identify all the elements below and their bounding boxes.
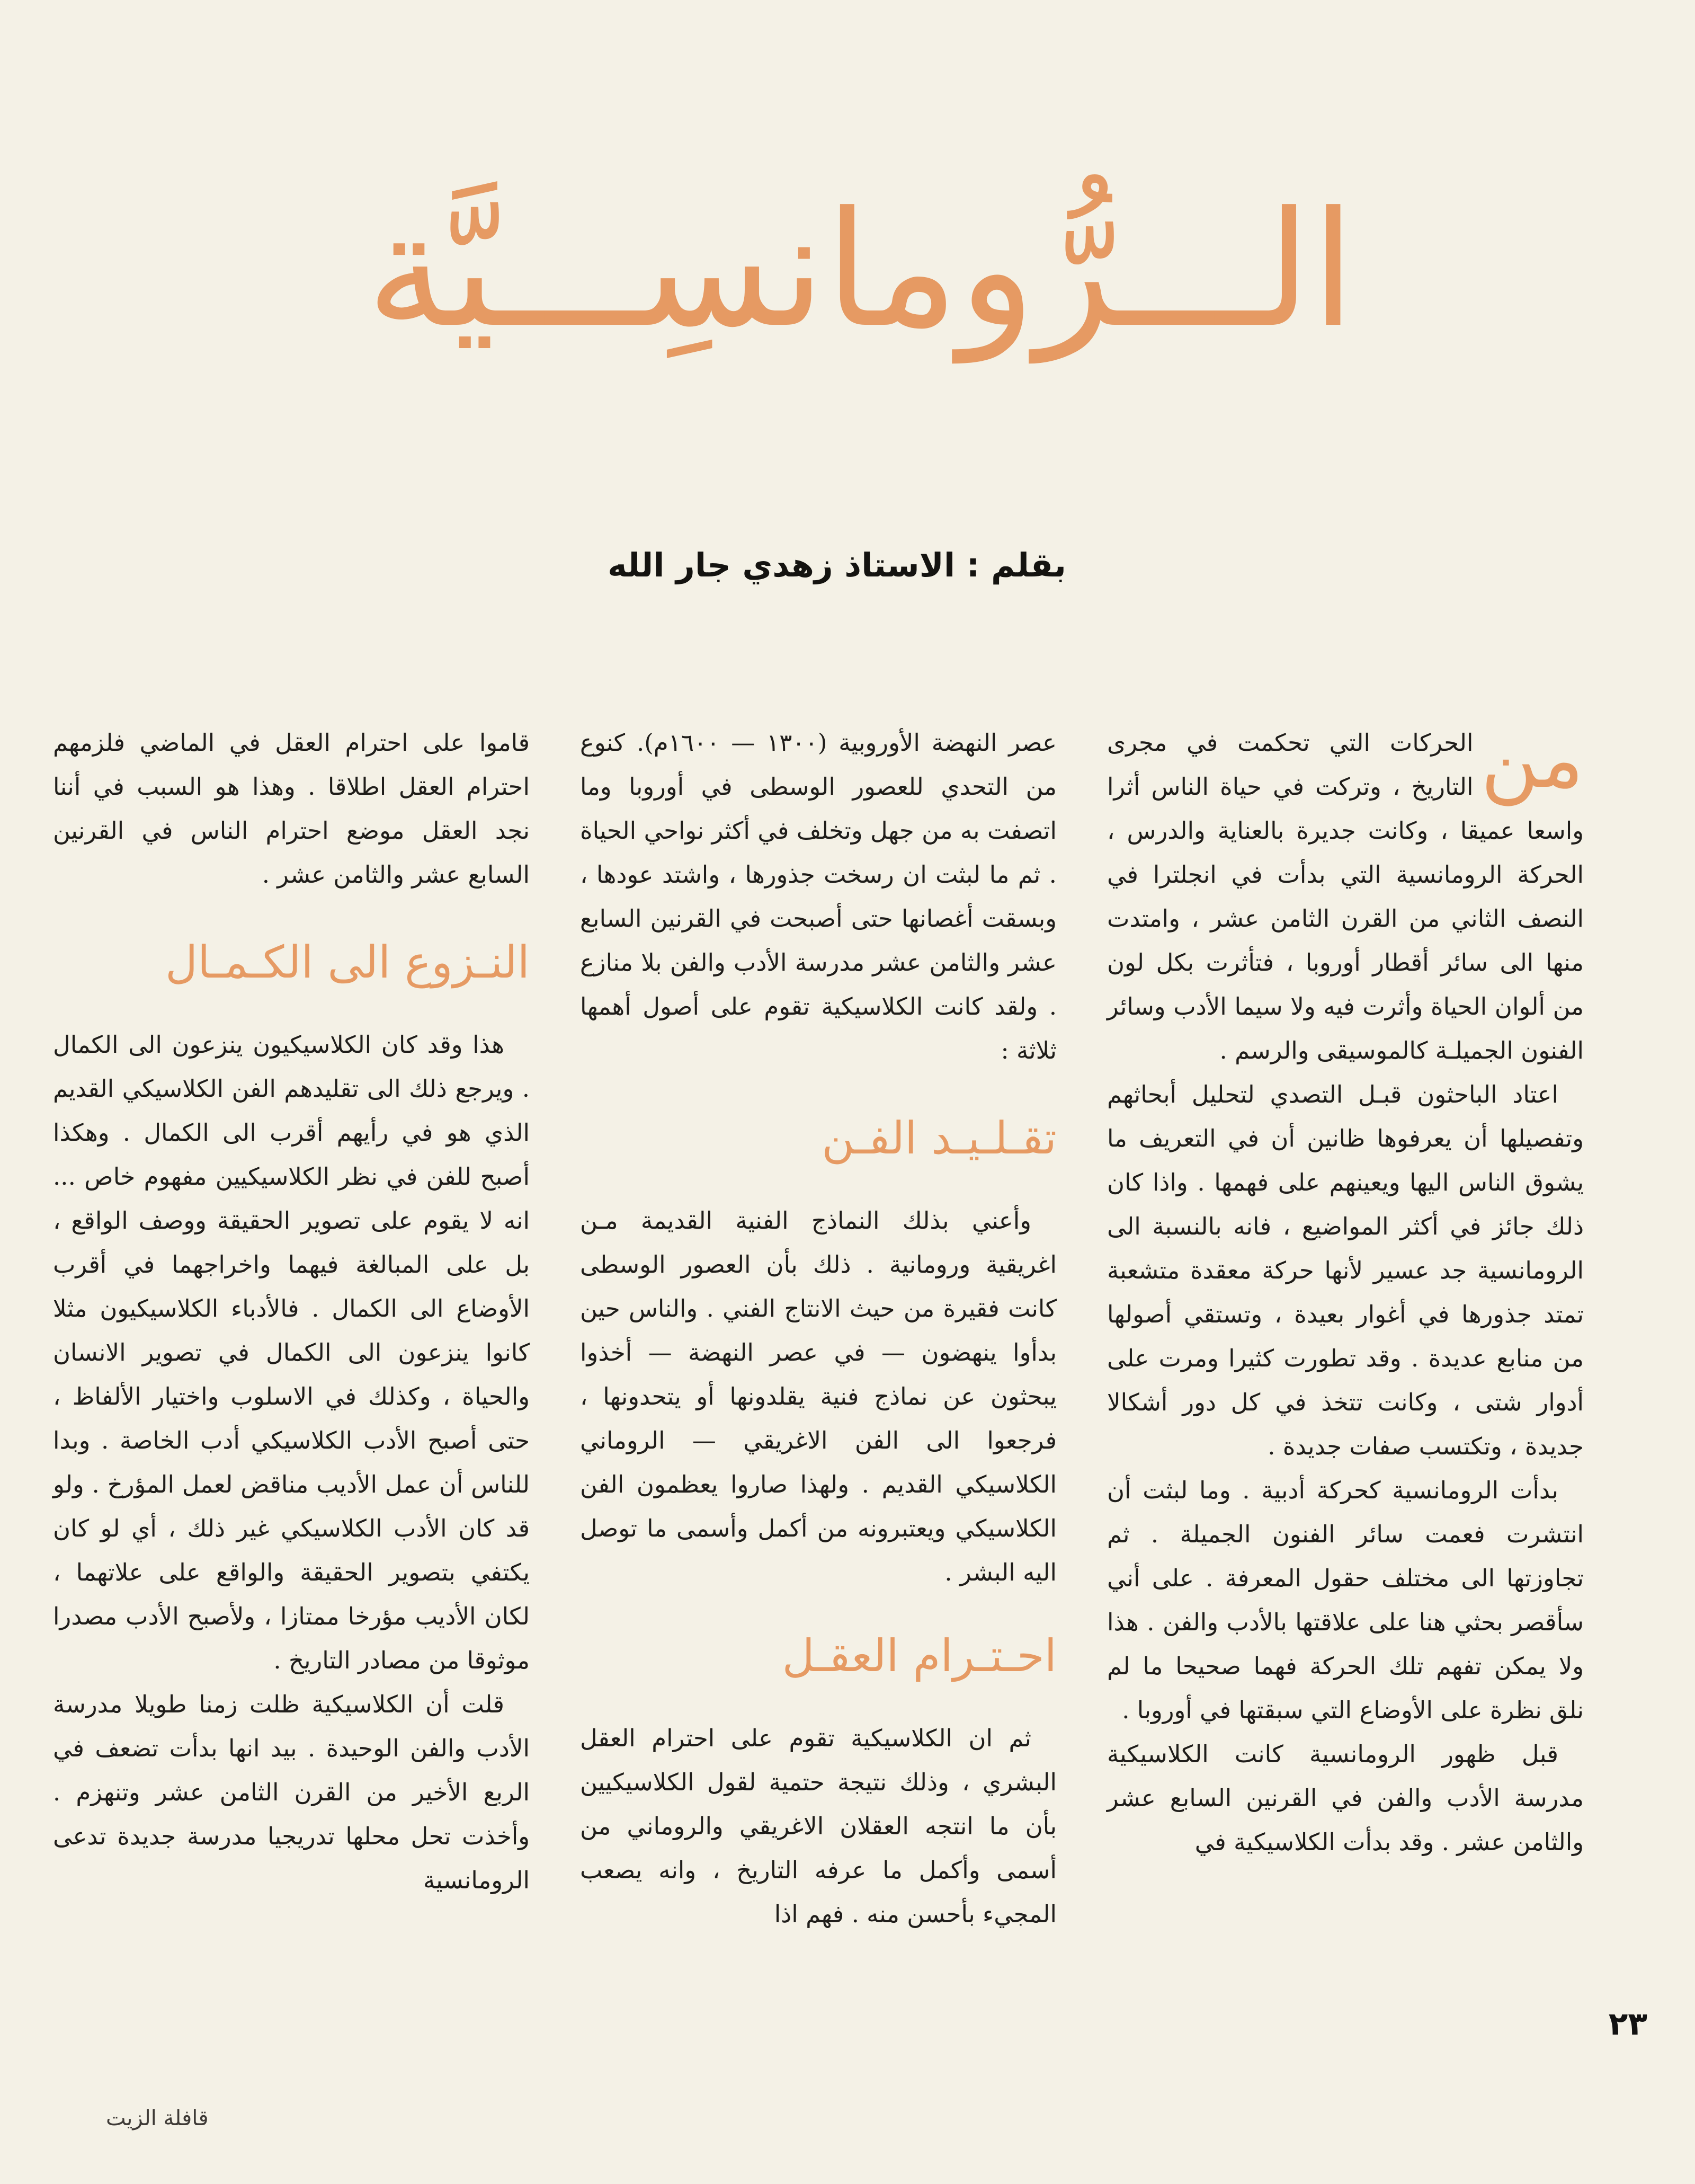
paragraph-perfection: هذا وقد كان الكلاسيكيون ينزعون الى الكمال . ويرجع ذلك الى تقليدهم الفن الكلاسيكي القديم الذي هو في رأيهم أقرب الى الكمال . وهكذا أصبح للفن في نظر الكلاسيكيين مفهوم خاص ... انه لا يقوم على تصوير الحقيقة ووصف الواقع ، بل على المبالغة فيهما واخراجهما في أقرب الأوضاع الى الكمال . فالأدباء الكلاسيكيون مثلا كانوا ينزعون الى الكمال في تصوير الانسان والحياة ، وكذلك في الاسلوب واختيار الألفاظ ، حتى أصبح الأدب الكلاسيكي أدب الخاصة . وبدا للناس أن عمل الأديب مناقض لعمل المؤرخ . ولو قد كان الأدب الكلاسيكي غير ذلك ، أي لو كان يكتفي بتصوير الحقيقة والواقع على علاتهما ، لكان الأديب مؤرخا ممتازا ، ولأصبح الأدب مصدرا موثوقا من مصادر التاريخ . (53, 1031, 530, 1674)
paragraph-spread: بدأت الرومانسية كحركة أدبية . وما لبثت أن انتشرت فعمت سائر الفنون الجميلة . ثم تجاوزتها الى مختلف حقول المعرفة . على أني سأقصر بحثي هنا على علاقتها بالأدب والفن . هذا ولا يمكن تفهم تلك الحركة فهما صحيحا ما لم نلق نظرة على الأوضاع التي سبقتها في أوروبا . (1107, 1476, 1584, 1724)
paragraph-renaissance: عصر النهضة الأوروبية (١٣٠٠ — ١٦٠٠م). كنوع من التحدي للعصور الوسطى في أوروبا وما اتصفت به من جهل وتخلف في أكثر نواحي الحياة . ثم ما لبثت ان رسخت جذورها ، واشتد عودها ، وبسقت أغصانها حتى أصبحت في القرنين السابع عشر والثامن عشر مدرسة الأدب والفن بلا منازع . ولقد كانت الكلاسيكية تقوم على أصول أهمها ثلاثة : (580, 729, 1057, 1064)
page-number: ٢٣ (1608, 2005, 1647, 2043)
paragraph-imitation: وأعني بذلك النماذج الفنية القديمة مـن اغريقية ورومانية . ذلك بأن العصور الوسطى كانت فقيرة من حيث الانتاج الفني . والناس حين بدأوا ينهضون — في عصر النهضة — أخذوا يبحثون عن نماذج فنية يقلدونها أو يتحدونها ، فرجعوا الى الفن الاغريقي — الروماني الكلاسيكي القديم . ولهذا صاروا يعظمون الفن الكلاسيكي ويعتبرونه من أكمل وأسمى ما توصل اليه البشر . (580, 1206, 1057, 1586)
article-title: الـــرُّومانسِـــيَّة (366, 177, 1355, 362)
paragraph-reason: ثم ان الكلاسيكية تقوم على احترام العقل البشري ، وذلك نتيجة حتمية لقول الكلاسيكيين بأن ما انتجه العقلان الاغريقي والروماني من أسمى وأكمل ما عرفه التاريخ ، وانه يصعب المجيء بأحسن منه . فهم اذا (580, 1724, 1057, 1928)
article-column-right (1107, 714, 1584, 2024)
paragraph-classicism-start: قبل ظهور الرومانسية كانت الكلاسيكية مدرسة الأدب والفن في القرنين السابع عشر والثامن عشر . وقد بدأت الكلاسيكية في (1107, 1740, 1584, 1856)
paragraph-definition: اعتاد الباحثون قبـل التصدي لتحليل أبحاثهم وتفصيلها أن يعرفوها ظانين أن في التعريف ما يشوق الناس اليها ويعينهم على فهمها . واذا كان ذلك جائز في أكثر المواضيع ، فانه بالنسبة الى الرومانسية جد عسير لأنها حركة معقدة متشعبة تمتد جذورها في أغوار بعيدة ، وتستقي أصولها من منابع عديدة . وقد تطورت كثيرا ومرت على أدوار شتى ، وكانت تتخذ في كل دور أشكالا جديدة ، وتكتسب صفات جديدة . (1107, 1080, 1584, 1460)
publication-name: قافلة الزيت (106, 2106, 209, 2130)
article-byline: بقلم : الاستاذ زهدي جار الله (608, 546, 1066, 584)
article-column-middle (580, 721, 1057, 2024)
paragraph-romanticism-rise: قلت أن الكلاسيكية ظلت زمنا طويلا مدرسة الأدب والفن الوحيدة . بيد انها بدأت تضعف في الربع الأخير من القرن الثامن عشر وتنهزم . وأخذت تحل محلها تدريجيا مدرسة جديدة تدعى الرومانسية (53, 1690, 530, 1894)
paragraph-intro: الحركات التي تحكمت في مجرى التاريخ ، وتركت في حياة الناس أثرا واسعا عميقا ، وكانت جديرة بالعناية والدرس ، الحركة الرومانسية التي بدأت في انجلترا في النصف الثاني من القرن الثامن عشر ، وامتدت منها الى سائر أقطار أوروبا ، فتأثرت بكل لون من ألوان الحياة وأثرت فيه ولا سيما الأدب وسائر الفنون الجميلـة كالموسيقى والرسم . (1107, 729, 1584, 1064)
dropcap: من (1480, 714, 1584, 806)
section-heading-imitation: تقـلـيـد الفـن (822, 1112, 1057, 1164)
section-heading-perfection: النـزوع الى الكـمـال (165, 936, 530, 988)
section-heading-reason: احـتـرام العقـل (782, 1630, 1057, 1682)
article-column-left (53, 721, 530, 2024)
paragraph-reason-continued: قاموا على احترام العقل في الماضي فلزمهم احترام العقل اطلاقا . وهذا هو السبب في أننا نجد العقل موضع احترام الناس في القرنين السابع عشر والثامن عشر . (53, 729, 530, 889)
